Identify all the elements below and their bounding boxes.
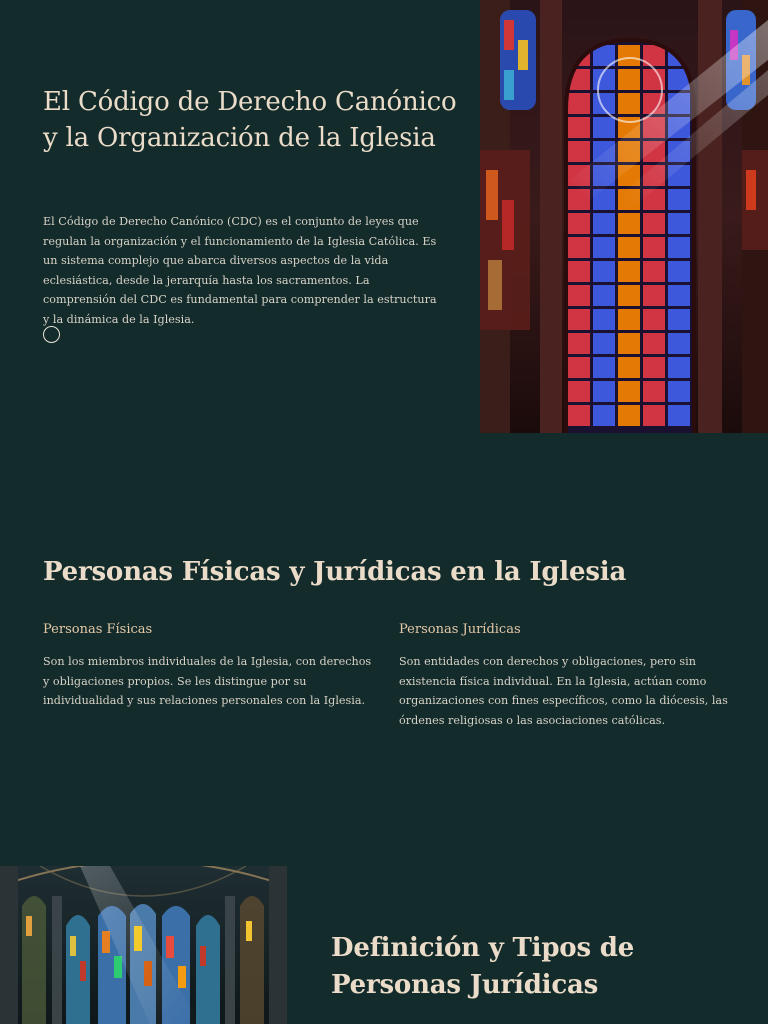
column-text: Son los miembros individuales de la Iglesia, con derechos y obligaciones propios. Se les distingue por su individualidad y sus relaciones personales con la Iglesia.: [43, 655, 372, 707]
column-personas-fisicas: [43, 620, 373, 711]
column-heading: Personas Jurídicas: [399, 622, 521, 637]
page-title: El Código de Derecho Canónico y la Organización de la Iglesia: [43, 87, 457, 153]
section-title-definicion: Definición y Tipos de Personas Jurídicas: [331, 933, 635, 1000]
intro-paragraph: El Código de Derecho Canónico (CDC) es el conjunto de leyes que regulan la organización y el funcionamiento de la Iglesia Católica. Es un sistema complejo que abarca diversos aspectos de la vida eclesiástica, desde la jerarquía hasta los sacramentos. La comprensión del CDC es fundamental para comprender la estructura y la dinámica de la Iglesia.: [43, 215, 437, 326]
column-personas-juridicas: [399, 620, 729, 730]
circle-button[interactable]: [43, 326, 60, 343]
section-title-personas: Personas Físicas y Jurídicas en la Iglesia: [43, 557, 627, 587]
column-heading: Personas Físicas: [43, 622, 153, 637]
cathedral-interior-image: [0, 866, 287, 1024]
column-text: Son entidades con derechos y obligaciones, pero sin existencia física individual. En la Iglesia, actúan como organizaciones con fines específicos, como la diócesis, las órdenes religiosas o las asociaciones católicas.: [399, 655, 728, 727]
stained-glass-window-image: [480, 0, 768, 433]
